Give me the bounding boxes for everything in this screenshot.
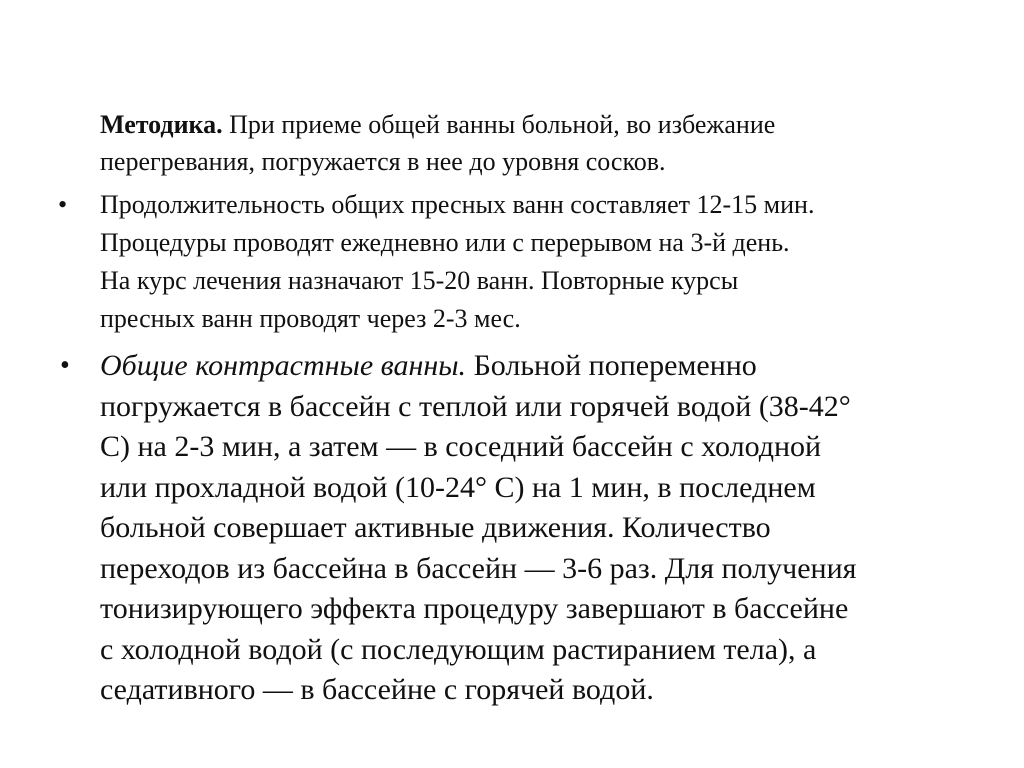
bullet-marker: • — [60, 350, 70, 381]
paragraph3-line-6: переходов из бассейна в бассейн — 3-6 раз. Для получения — [100, 551, 857, 585]
paragraph1-line-1-text: При приеме общей ванны больной, во избежание — [222, 110, 776, 139]
duration-paragraph — [58, 186, 980, 338]
paragraph1-line-2: перегревания, погружается в нее до уровня сосков. — [100, 147, 666, 176]
contrast-baths-lead: Общие контрастные ванны. — [100, 349, 467, 382]
paragraph3-line-9: седативного — в бассейне с горячей водой. — [100, 673, 654, 706]
paragraph3-line-3: С) на 2-3 мин, а затем — в соседний бассейн с холодной — [100, 430, 822, 463]
paragraph2-line-2: Процедуры проводят ежедневно или с перерывом на 3-й день. — [100, 228, 790, 257]
contrast-baths-paragraph — [60, 346, 980, 711]
paragraph3-line-8: с холодной водой (с последующим растиранием тела), а — [100, 632, 817, 666]
paragraph3-line-5: больной совершает активные движения. Количество — [100, 511, 771, 544]
methodology-lead: Методика. — [100, 110, 223, 139]
bullet-marker: • — [58, 190, 68, 219]
paragraph3-line-4: или прохладной водой (10-24° С) на 1 мин, в последнем — [100, 470, 816, 504]
paragraph3-line-7: тонизирующего эффекта процедуру завершают в бассейне — [100, 592, 849, 625]
methodology-paragraph — [100, 106, 980, 180]
paragraph2-line-3: На курс лечения назначают 15-20 ванн. Повторные курсы — [100, 266, 739, 295]
paragraph2-line-1: Продолжительность общих пресных ванн составляет 12-15 мин. — [100, 190, 815, 219]
paragraph1-line-1 — [100, 106, 980, 143]
paragraph3-line-1 — [100, 346, 980, 387]
paragraph3-line-2: погружается в бассейн с теплой или горячей водой (38-42° — [100, 389, 851, 423]
paragraph2-line-4: пресных ванн проводят через 2-3 мес. — [100, 304, 521, 333]
paragraph3-line-1-text: Больной попеременно — [466, 349, 757, 382]
